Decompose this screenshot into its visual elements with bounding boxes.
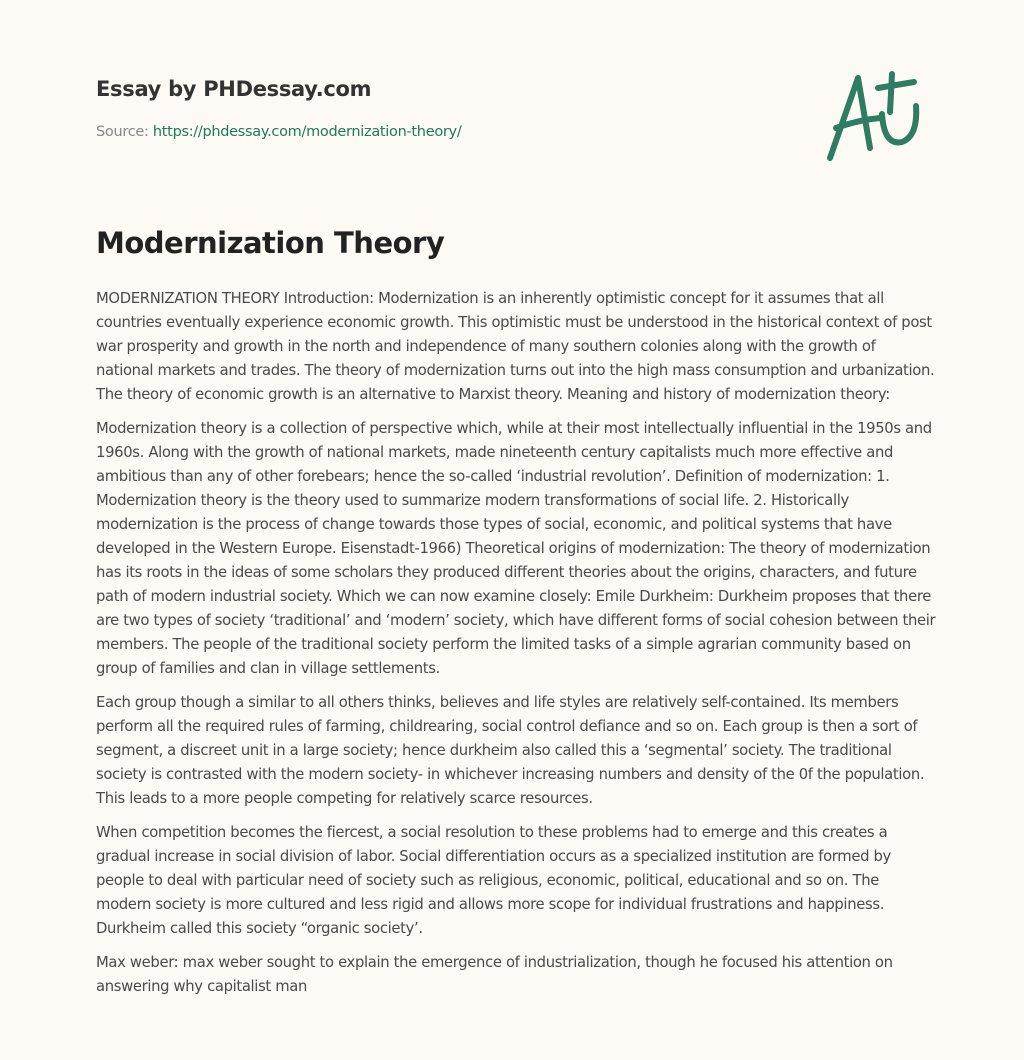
paragraph: Modernization theory is a collection of perspective which, while at their most intellectually influential in the 1950s and 1960s. Along with the growth of national markets, made nineteenth century capitalists much more effective and ambitious than any of other forebears; hence the so-called ‘industrial revolution’. Definition of modernization: 1. Modernization theory is the theory used to summarize modern transformations of social life. 2. Historically modernization is the process of change towards those types of social, economic, and political systems that have developed in the Western Europe. Eisenstadt-1966) Theoretical origins of modernization: The theory of modernization has its roots in the ideas of some scholars they produced different theories about the origins, characters, and future path of modern industrial society. Which we can now examine closely: Emile Durkheim: Durkheim proposes that there are two types of society ‘traditional’ and ‘modern’ society, which have different forms of social cohesion between their members. The people of the traditional society perform the limited tasks of a simple agrarian community based on group of families and clan in village settlements. xyxy=(96,420,936,677)
a-plus-logo-icon xyxy=(818,66,928,166)
essay-body xyxy=(96,287,936,1009)
source-line xyxy=(96,124,461,140)
paragraph: Max weber: max weber sought to explain the emergence of industrialization, though he focused his attention on answering why capitalist man xyxy=(96,954,893,995)
paragraph: When competition becomes the fiercest, a social resolution to these problems had to emerge and this creates a gradual increase in social division of labor. Social differentiation occurs as a specialized institution are formed by people to deal with particular need of society such as religious, economic, political, educational and so on. The modern society is more cultured and less rigid and allows more scope for individual frustrations and happiness. Durkheim called this society “organic society’. xyxy=(96,824,891,937)
source-link[interactable]: https://phdessay.com/modernization-theory/ xyxy=(152,124,462,140)
source-label: Source: xyxy=(96,124,149,140)
paragraph: MODERNIZATION THEORY Introduction: Modernization is an inherently optimistic concept for it assumes that all countries eventually experience economic growth. This optimistic must be understood in the historical context of post war prosperity and growth in the north and independence of many southern colonies along with the growth of national markets and trades. The theory of modernization turns out into the high mass consumption and urbanization. The theory of economic growth is an alternative to Marxist theory. Meaning and history of modernization theory: xyxy=(96,290,935,403)
brand-title: Essay by PHDessay.com xyxy=(96,77,372,101)
page-title: Modernization Theory xyxy=(96,226,445,260)
paragraph: Each group though a similar to all others thinks, believes and life styles are relatively self-contained. Its members perform all the required rules of farming, childrearing, social control defiance and so on. Each group is then a sort of segment, a discreet unit in a large society; hence durkheim also called this a ‘segmental’ society. The traditional society is contrasted with the modern society- in whichever increasing numbers and density of the 0f the population. This leads to a more people competing for relatively scarce resources. xyxy=(96,694,925,807)
